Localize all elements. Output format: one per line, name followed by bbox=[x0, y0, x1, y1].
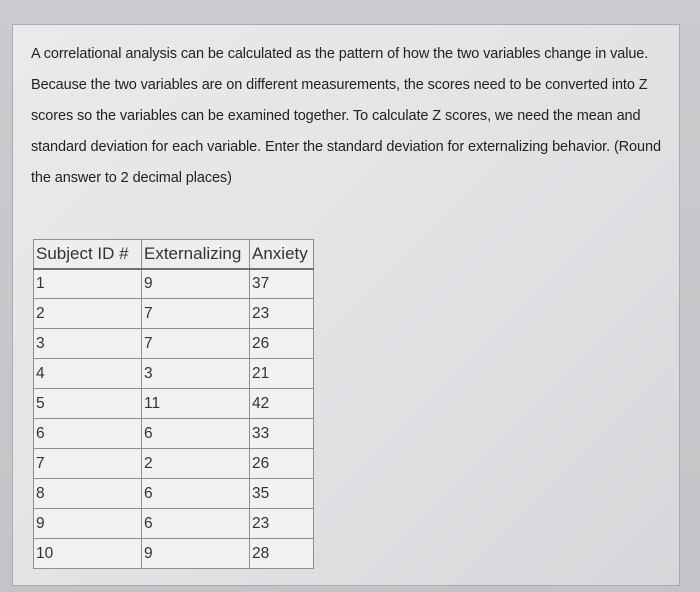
cell-anxiety: 35 bbox=[250, 479, 314, 509]
header-anxiety: Anxiety bbox=[250, 240, 314, 269]
header-externalizing: Externalizing bbox=[142, 240, 250, 269]
cell-externalizing: 11 bbox=[142, 389, 250, 419]
cell-anxiety: 37 bbox=[250, 269, 314, 299]
cell-externalizing: 7 bbox=[142, 329, 250, 359]
cell-anxiety: 33 bbox=[250, 419, 314, 449]
table-row bbox=[34, 329, 314, 359]
cell-anxiety: 26 bbox=[250, 329, 314, 359]
cell-externalizing: 7 bbox=[142, 299, 250, 329]
cell-externalizing: 9 bbox=[142, 539, 250, 569]
cell-subject-id: 3 bbox=[34, 329, 142, 359]
cell-subject-id: 2 bbox=[34, 299, 142, 329]
cell-subject-id: 9 bbox=[34, 509, 142, 539]
cell-anxiety: 21 bbox=[250, 359, 314, 389]
table-row bbox=[34, 509, 314, 539]
table-row bbox=[34, 269, 314, 299]
cell-externalizing: 2 bbox=[142, 449, 250, 479]
cell-externalizing: 6 bbox=[142, 509, 250, 539]
cell-anxiety: 42 bbox=[250, 389, 314, 419]
table-row bbox=[34, 419, 314, 449]
table-row bbox=[34, 479, 314, 509]
cell-subject-id: 1 bbox=[34, 269, 142, 299]
data-table bbox=[33, 239, 314, 569]
cell-externalizing: 3 bbox=[142, 359, 250, 389]
cell-externalizing: 9 bbox=[142, 269, 250, 299]
cell-subject-id: 10 bbox=[34, 539, 142, 569]
cell-subject-id: 7 bbox=[34, 449, 142, 479]
cell-anxiety: 28 bbox=[250, 539, 314, 569]
question-text: A correlational analysis can be calculated as the pattern of how the two variables change in value. Because the two variables are on different measurements, the scores need to be converted into Z scores so the variables can be examined together. To calculate Z scores, we need the mean and standard deviation for each variable. Enter the standard deviation for externalizing behavior. (Round the answer to 2 decimal places) bbox=[31, 46, 661, 186]
table-row bbox=[34, 359, 314, 389]
cell-externalizing: 6 bbox=[142, 479, 250, 509]
table-row bbox=[34, 389, 314, 419]
cell-subject-id: 5 bbox=[34, 389, 142, 419]
table-row bbox=[34, 449, 314, 479]
header-subject-id: Subject ID # bbox=[34, 240, 142, 269]
table-row bbox=[34, 539, 314, 569]
cell-anxiety: 23 bbox=[250, 509, 314, 539]
cell-subject-id: 4 bbox=[34, 359, 142, 389]
cell-subject-id: 6 bbox=[34, 419, 142, 449]
table-row bbox=[34, 299, 314, 329]
cell-anxiety: 26 bbox=[250, 449, 314, 479]
cell-subject-id: 8 bbox=[34, 479, 142, 509]
question-card bbox=[12, 24, 680, 586]
cell-externalizing: 6 bbox=[142, 419, 250, 449]
cell-anxiety: 23 bbox=[250, 299, 314, 329]
table-header-row bbox=[34, 240, 314, 269]
